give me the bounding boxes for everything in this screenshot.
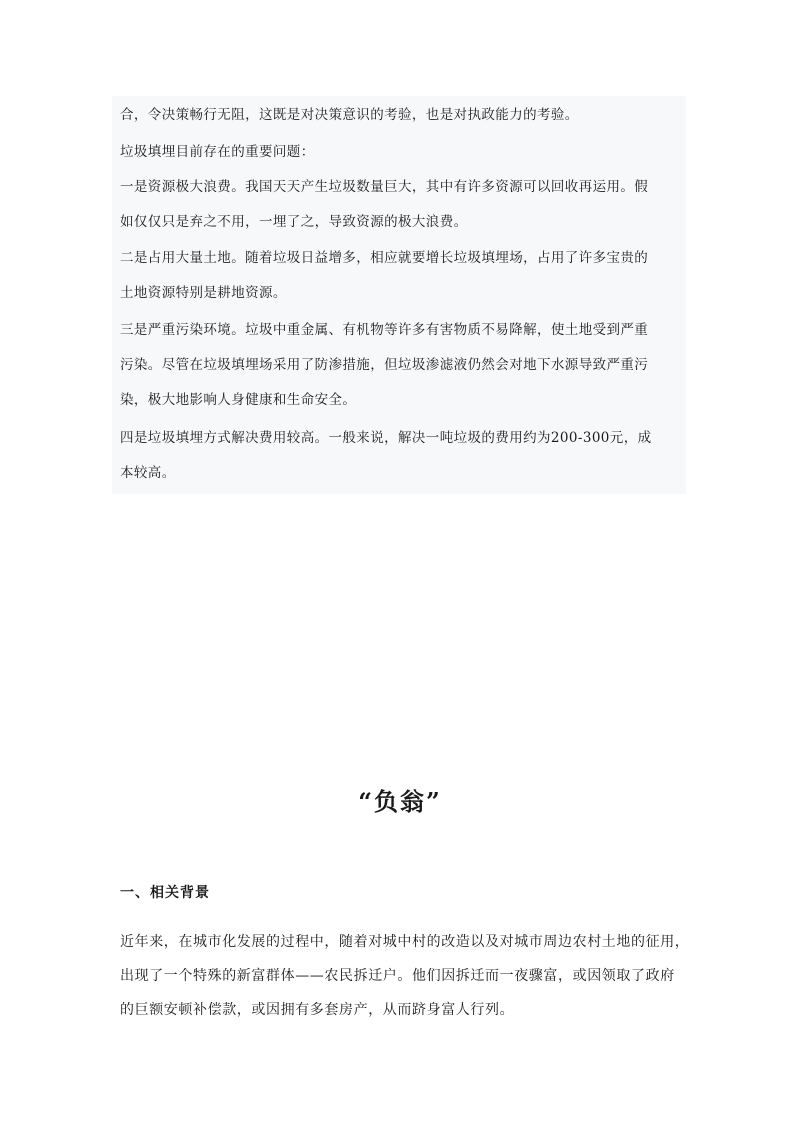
paragraph-problem-1	[120, 170, 686, 240]
text-line: 近年来，在城市化发展的过程中，随着对城中村的改造以及对城市周边农村土地的征用，	[120, 934, 690, 950]
text-line: 二是占用大量土地。随着垃圾日益增多，相应就要增长垃圾填埋场，占用了许多宝贵的	[120, 250, 649, 266]
text-line: 出现了一个特殊的新富群体——农民拆迁户。他们因拆迁而一夜骤富，或因领取了政府	[120, 968, 675, 984]
text-line: 垃圾填埋目前存在的重要问题：	[120, 144, 315, 160]
section-heading: 一、相关背景	[120, 885, 210, 901]
text-line: 如仅仅只是弃之不用，一埋了之，导致资源的极大浪费。	[120, 214, 468, 230]
paragraph-problem-3	[120, 313, 686, 418]
text-line: 四是垃圾填埋方式解决费用较高。一般来说，解决一吨垃圾的费用约为200-300元，成	[120, 430, 652, 446]
text-line: 染，极大地影响人身健康和生命安全。	[120, 392, 357, 408]
page-title: “负翁”	[358, 787, 442, 816]
text-line: 三是严重污染环境。垃圾中重金属、有机物等许多有害物质不易降解，使土地受到严重	[120, 322, 649, 338]
text-line: 污染。尽管在垃圾填埋场采用了防渗措施，但垃圾渗滤液仍然会对地下水源导致严重污	[120, 357, 649, 373]
paragraph-problem-4	[120, 421, 686, 491]
text-line: 合，令决策畅行无阻，这既是对决策意识的考验，也是对执政能力的考验。	[120, 107, 579, 123]
paragraph-background	[120, 925, 690, 1027]
text-line: 的巨额安顿补偿款，或因拥有多套房产，从而跻身富人行列。	[120, 1002, 515, 1018]
paragraph-decision-ending	[120, 98, 686, 133]
text-line: 土地资源特别是耕地资源。	[120, 285, 287, 301]
paragraph-problems-intro	[120, 135, 686, 170]
paragraph-problem-2	[120, 241, 686, 311]
text-line: 一是资源极大浪费。我国天天产生垃圾数量巨大，其中有许多资源可以回收再运用。假	[120, 179, 649, 195]
text-line: 本较高。	[120, 465, 176, 481]
